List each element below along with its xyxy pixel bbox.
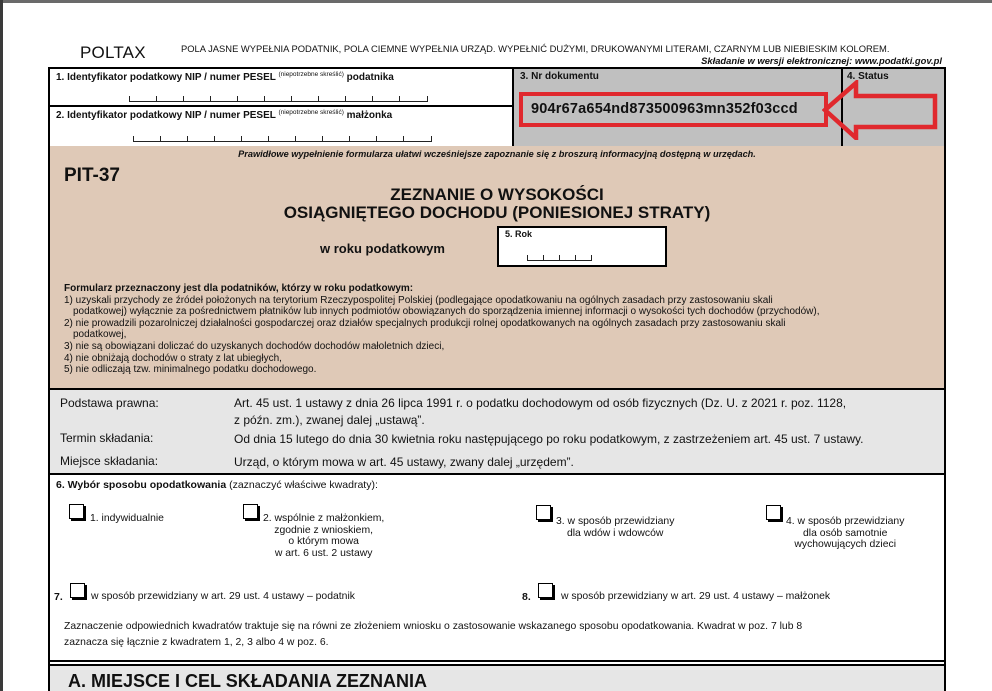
intended-item: podatkowej, <box>73 329 127 341</box>
year-label: 5. Rok <box>505 229 533 239</box>
section-a-header <box>50 664 944 691</box>
intended-heading: Formularz przeznaczony jest dla podatników, którzy w roku podatkowym: <box>64 283 414 294</box>
brochure-note: Prawidłowe wypełnienie formularza ułatwi wcześniejsze zapoznanie się z broszurą informacyjną dostępną w urzędach. <box>238 149 756 159</box>
option-individual-label: 1. indywidualnie <box>90 513 164 524</box>
document-number-field <box>512 69 843 146</box>
tax-year-label: w roku podatkowym <box>320 241 445 256</box>
place-value: Urząd, o którym mowa w art. 45 ustawy, zwany dalej „urzędem”. <box>234 455 574 469</box>
header-fields <box>50 67 944 146</box>
intended-for-list <box>64 283 939 376</box>
option-joint-label: 2. wspólnie z małżonkiem, zgodnie z wnioskiem, o którym mowa w art. 6 ust. 2 ustawy <box>263 513 385 559</box>
year-ticks <box>527 255 592 261</box>
taxation-method-heading: 6. Wybór sposobu opodatkowania (zaznaczyć właściwe kwadraty): <box>56 479 378 491</box>
deadline-value: Od dnia 15 lutego do dnia 30 kwietnia roku następującego po roku podatkowym, z zastrzeżeniem art. 45 ust. 7 ustawy. <box>234 432 864 446</box>
taxation-method-section <box>50 475 944 662</box>
intended-item: 4) nie obniżają dochodów o straty z lat ubiegłych, <box>64 352 282 364</box>
checkbox-art29-spouse[interactable] <box>538 583 553 598</box>
deadline-label: Termin składania: <box>60 431 154 445</box>
fill-instructions: POLA JASNE WYPEŁNIA PODATNIK, POLA CIEMNE WYPEŁNIA URZĄD. WYPEŁNIĆ DUŻYMI, DRUKOWANYMI LITERAMI, CZARNYM LUB NIEBIESKIM KOLOREM. <box>181 43 890 54</box>
taxpayer-id-label: 1. Identyfikator podatkowy NIP / numer PESEL $^{(niepotrzebne skreślić)}$ podatnika <box>56 71 394 83</box>
taxpayer-id-field[interactable] <box>50 69 512 107</box>
option7-number: 7. <box>54 591 63 603</box>
checkbox-single-parent[interactable] <box>766 505 781 520</box>
red-arrow-left-icon <box>822 80 942 140</box>
document-number-label: 3. Nr dokumentu <box>520 71 599 82</box>
option-widowed-label: 3. w sposób przewidziany dla wdów i wdowców <box>556 516 675 539</box>
page-left-edge <box>0 0 3 691</box>
checkbox-widowed[interactable] <box>536 505 551 520</box>
year-field[interactable] <box>497 226 667 267</box>
form-title: ZEZNANIE O WYSOKOŚCI OSIĄGNIĘTEGO DOCHODU (PONIESIONEJ STRATY) <box>283 185 711 222</box>
option7-label: w sposób przewidziany w art. 29 ust. 4 ustawy – podatnik <box>91 591 355 602</box>
document-number-value: 904r67a654nd873500963mn352f03ccd <box>519 92 828 127</box>
checkbox-note: Zaznaczenie odpowiednich kwadratów traktuje się na równi ze złożeniem wniosku o zastosowanie wskazanego sposobu opodatkowania. Kwadrat w poz. 7 lub 8 zaznacza się łącznie z kwadratem 1, 2, 3 albo 4 w poz. 6. <box>64 621 803 648</box>
intended-item: 3) nie są obowiązani doliczać do uzyskanych dochodów dochodów małoletnich dzieci, <box>64 340 445 352</box>
legal-basis-value: Art. 45 ust. 1 ustawy z dnia 26 lipca 1991 r. o podatku dochodowym od osób fizycznych (Dz. U. z 2021 r. poz. 1128, z późn. zm.), zwanej dalej „ustawą”. <box>234 396 847 427</box>
checkbox-art29-taxpayer[interactable] <box>70 583 85 598</box>
place-label: Miejsce składania: <box>60 454 159 468</box>
page-top-edge <box>0 0 992 3</box>
pit37-form <box>48 67 946 691</box>
section-a-title: A. MIEJSCE I CEL SKŁADANIA ZEZNANIA <box>68 671 428 691</box>
legal-info <box>50 390 944 475</box>
option8-label: w sposób przewidziany w art. 29 ust. 4 ustawy – małżonek <box>561 591 831 602</box>
intended-item: podatkowej) wyłącznie za pośrednictwem płatników lub innych podmiotów obowiązanych do sporządzenia imiennej informacji o wysokości tych dochodów (przychodów), <box>73 306 820 318</box>
option8-number: 8. <box>522 591 531 603</box>
spouse-id-field[interactable] <box>50 107 512 146</box>
status-label: 4. Status <box>847 71 889 82</box>
intended-item: 5) nie odliczają tzw. minimalnego podatku dochodowego. <box>64 364 317 376</box>
spouse-id-ticks <box>133 136 432 142</box>
poltax-logo: POLTAX <box>80 43 146 62</box>
spouse-id-label: 2. Identyfikator podatkowy NIP / numer PESEL $^{(niepotrzebne skreślić)}$ małżonka <box>56 109 393 121</box>
intended-item: 2) nie prowadzili pozarolniczej działalności gospodarczej oraz działów specjalnych produkcji rolnej opodatkowanych na ogólnych zasadach przy zastosowaniu skali <box>64 317 786 329</box>
legal-basis-label: Podstawa prawna: <box>60 396 159 410</box>
checkbox-individual[interactable] <box>69 504 84 519</box>
pit-section <box>50 146 944 390</box>
option-single-parent-label: 4. w sposób przewidziany dla osób samotnie wychowujących dzieci <box>786 516 905 550</box>
taxpayer-id-ticks <box>129 96 428 102</box>
intended-item: 1) uzyskali przychody ze źródeł położonych na terytorium Rzeczypospolitej Polskiej (podlegające opodatkowaniu na ogólnych zasadach przy zastosowaniu skali <box>64 294 773 306</box>
checkbox-joint[interactable] <box>243 504 258 519</box>
electronic-filing-note: Składanie w wersji elektronicznej: www.podatki.gov.pl <box>701 55 942 66</box>
form-code: PIT-37 <box>64 165 120 186</box>
